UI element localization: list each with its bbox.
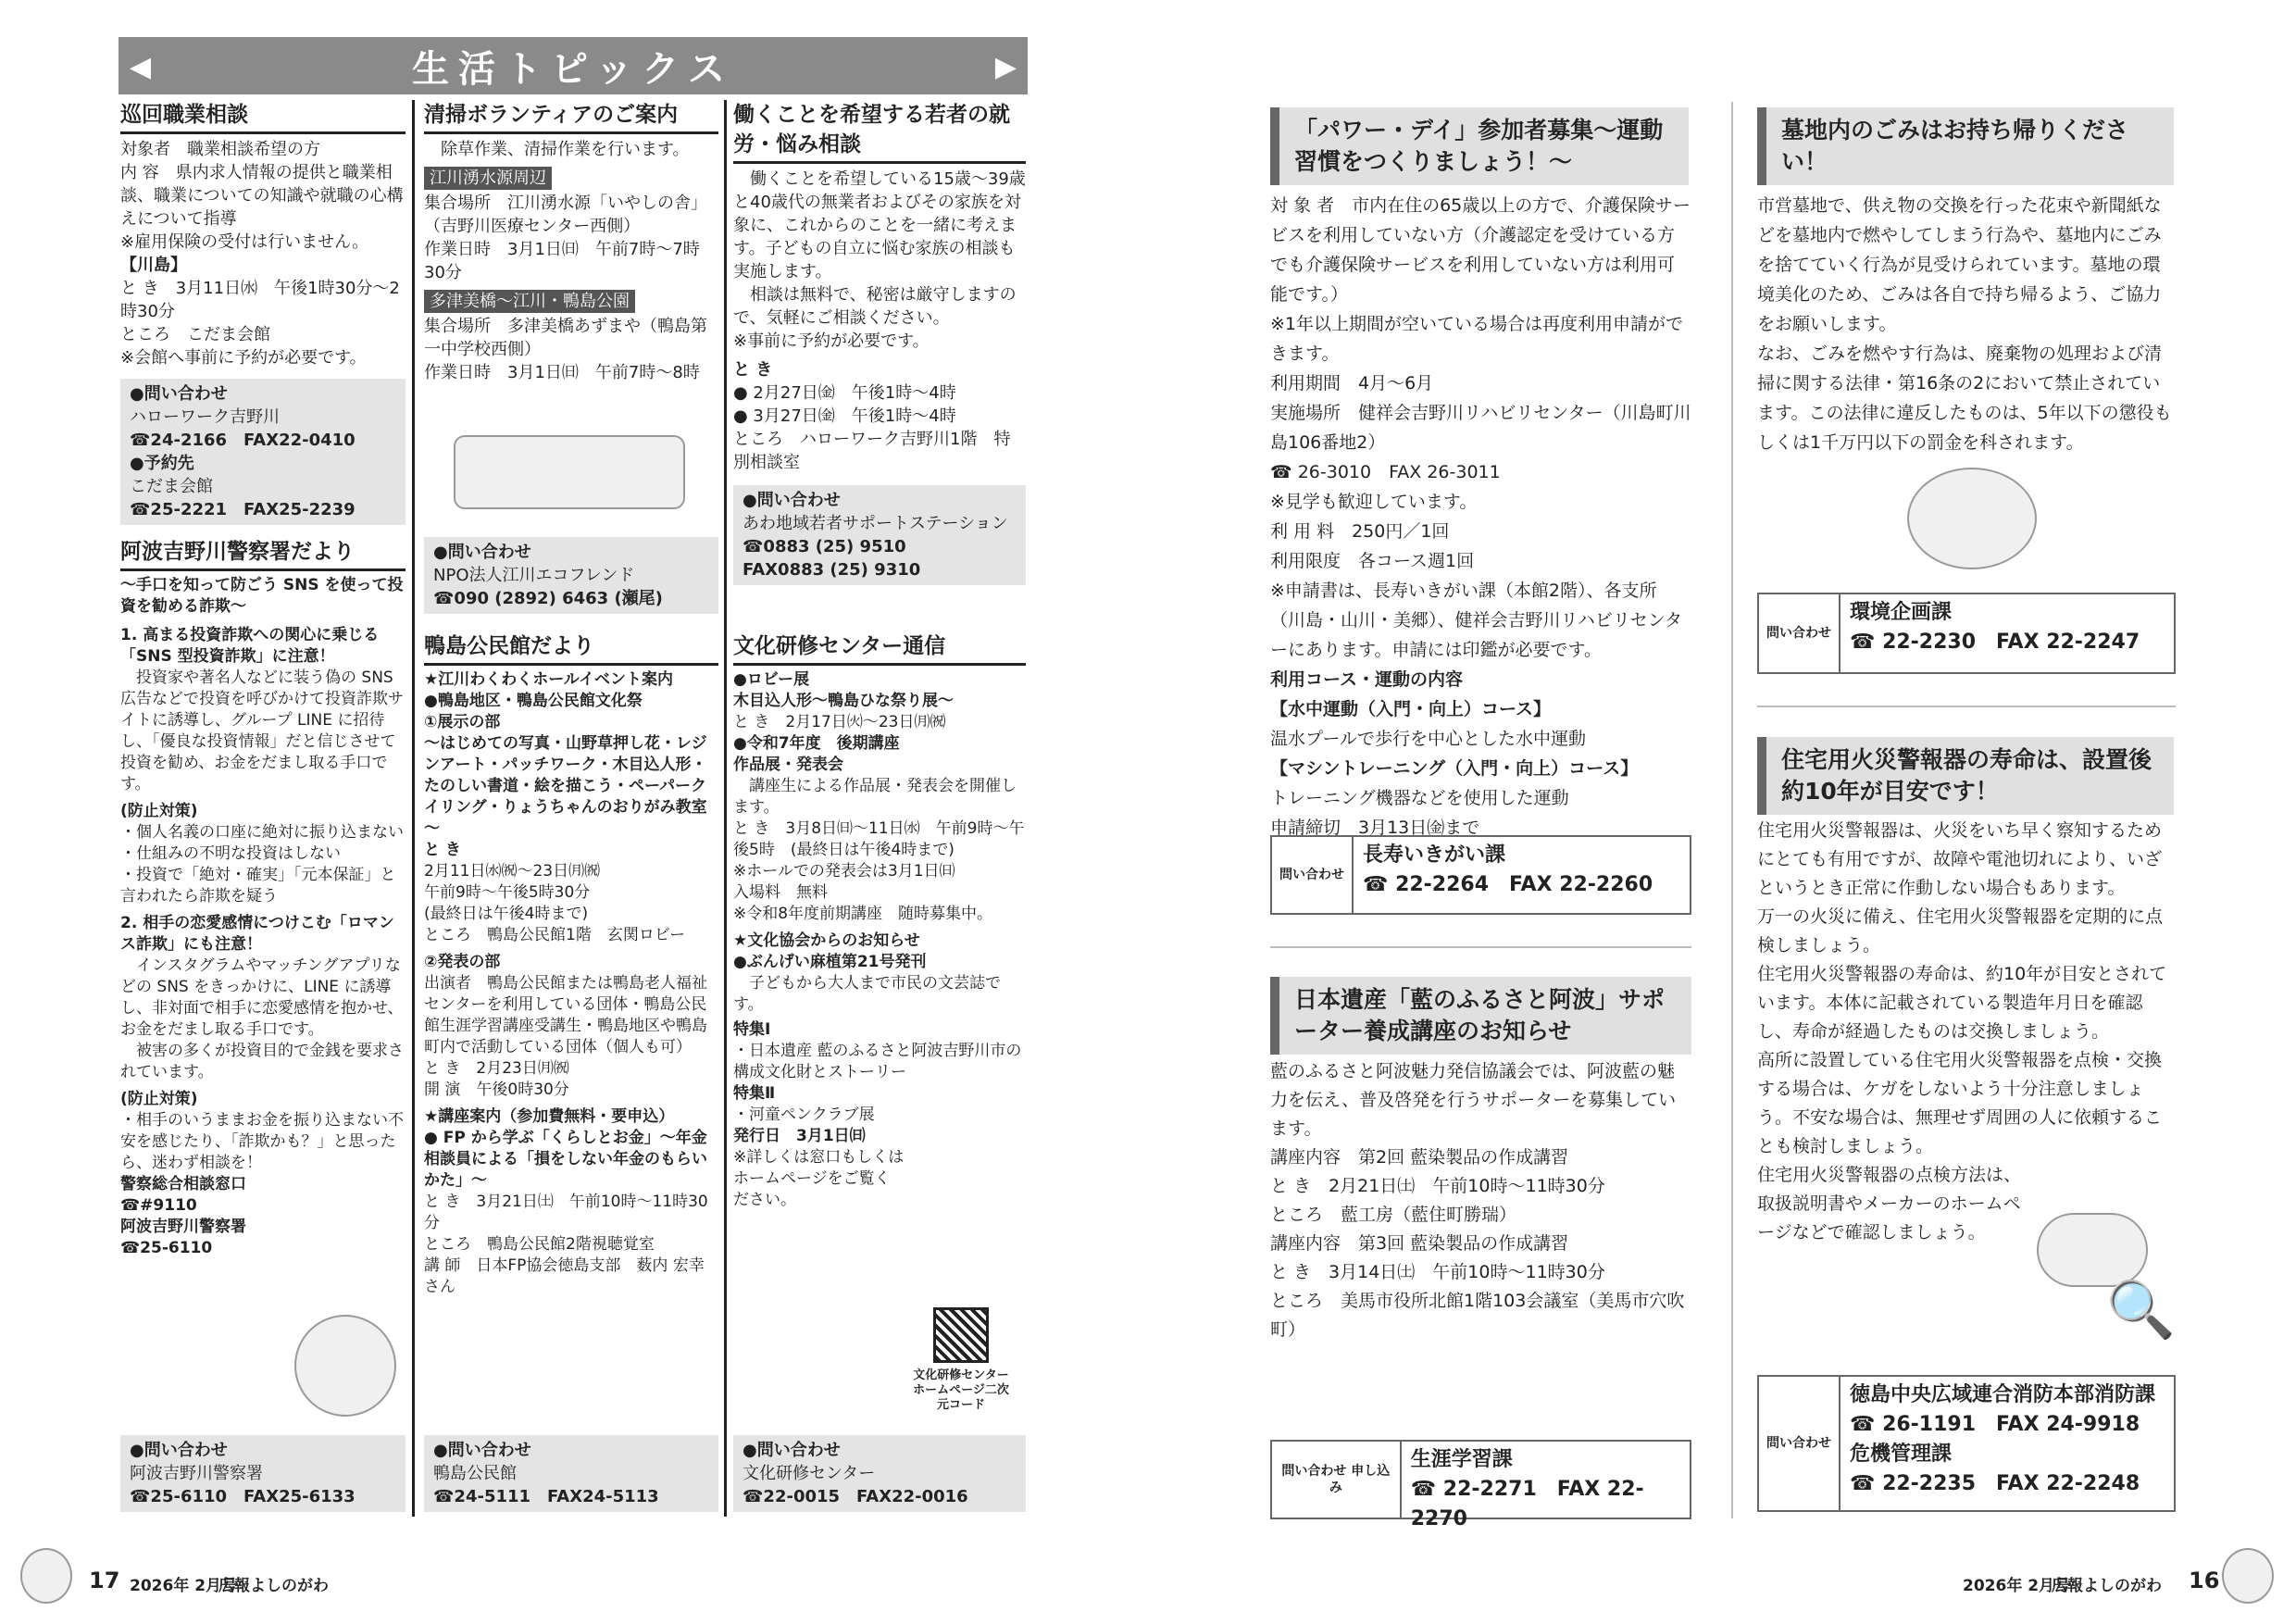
line: ・相手のいうままお金を振り込まない不安を感じたり、「詐欺かも？」と思ったら、迷わず相談を！ [120,1111,404,1172]
article-title: 阿波吉野川警察署だより [120,537,406,571]
line: ●令和7年度 後期講座 [733,734,900,753]
inquiry-box [1757,593,2176,674]
line: 子どもから大人まで市民の文芸誌です。 [733,974,1001,1014]
line: 実施場所 健祥会吉野川リハビリセンター（川島町川島106番地2） [1270,403,1691,453]
publication-name: 広報よしのがわ [2052,1577,2162,1595]
location-tag: 江川湧水源周辺 [424,167,552,190]
line: 2月11日㈬㈷～23日㈪㈷ [424,862,601,881]
article-power-day [1270,191,1691,843]
column-divider [412,100,415,1517]
line: 2. 相手の恋愛感情につけこむ「ロマンス詐欺」にも注意！ [120,914,394,954]
issue-date: 2026年 2月号 [1963,1577,2071,1595]
inquiry-line: FAX0883 (25) 9310 [742,560,921,580]
inquiry-box [733,1435,1026,1512]
line: ※事前に予約が必要です。 [733,331,930,351]
inquiry-line: ●問い合わせ [433,1441,531,1460]
line: ・日本遺産 藍のふるさと阿波吉野川市の構成文化財とストーリー [733,1042,1022,1081]
inquiry-line: ハローワーク吉野川 [130,407,280,427]
line: ● 2月27日㈮ 午後1時～4時 [733,383,956,403]
garbage-illustration [1907,468,2037,569]
line: ※申請書は、長寿いきがい課（本館2階）、各支所（川島・山川・美郷）、健祥会吉野川リハビリセンターにあります。申請には印鑑が必要です。 [1270,581,1682,660]
page-number: 17 [89,1568,120,1593]
column-divider [724,100,727,1517]
line: (防止対策) [120,1090,198,1108]
line: ※令和8年度前期講座 随時募集中。 [733,905,993,923]
subtitle: ～手口を知って防ごう SNS を使って投資を勧める詐欺～ [120,576,404,616]
line: 【水中運動（入門・向上）コース】 [1270,699,1552,719]
inquiry-box [733,485,1026,585]
line: ・河童ペンクラブ展 [733,1106,875,1124]
line: 発行日 3月1日㈰ [733,1127,866,1145]
line: 利 用 料 250円／1回 [1270,521,1450,542]
smoke-detector-illustration [2037,1213,2148,1287]
police-officer-illustration [294,1315,396,1417]
inquiry-line: ☎24-2166 FAX22-0410 [130,431,356,450]
line: 阿波吉野川警察署 [120,1218,246,1236]
line: ●鴨島地区・鴨島公民館文化祭 [424,692,643,710]
line: ・個人名義の口座に絶対に振り込まない [120,823,404,842]
article-community-center [424,631,718,1298]
article-title: 墓地内のごみはお持ち帰りください！ [1757,107,2174,185]
line: と き 2月17日㈫～23日㈪㈷ [733,713,946,731]
culture-center-inquiry [733,1435,1026,1512]
inquiry-line: ☎ 26-1191 FAX 24-9918 [1850,1413,2140,1436]
inquiry-line: ●予約先 [130,454,194,473]
inquiry-box [120,379,406,525]
inquiry-line: ●問い合わせ [433,543,531,562]
publication-name: 広報よしのがわ [218,1577,329,1595]
mascot-icon [20,1548,72,1604]
line: 対象者 職業相談希望の方 [120,140,320,159]
line: 利用限度 各コース週1回 [1270,551,1475,571]
inquiry-line: ●問い合わせ [130,384,228,404]
line: ところ ハローワーク吉野川1階 特別相談室 [733,430,1011,472]
inquiry-line: 徳島中央広域連合消防本部消防課 [1850,1383,2156,1406]
inquiry-line: ☎25-2221 FAX25-2239 [130,500,356,519]
line: (最終日は午後4時まで) [424,905,589,923]
line: 【川島】 [120,256,187,275]
article-culture-center [733,631,1026,1211]
inquiry-line: 長寿いきがい課 [1363,843,1506,867]
inquiry-line: ☎ 22-2271 FAX 22-2270 [1410,1478,1644,1530]
divider [1757,706,2176,707]
line: ・投資で「絶対・確実」「元本保証」と言われたら詐欺を疑う [120,866,396,906]
section-banner [119,37,1028,94]
line: 申請締切 3月13日㈮まで [1270,818,1480,838]
line: 対 象 者 市内在住の65歳以上の方で、介護保険サービスを利用していない方（介護認定を受けている方でも介護保険サービスを利用していない方は利用可能です。） [1270,195,1691,305]
article-title: 働くことを希望する若者の就労・悩み相談 [733,100,1026,164]
cleanup-inquiry [424,537,718,614]
article-cemetery [1757,191,2176,457]
line: ※ホールでの発表会は3月1日㈰ [733,862,955,881]
line: トレーニング機器などを使用した運動 [1270,788,1569,808]
line: 温水プールで歩行を中心とした水中運動 [1270,729,1587,749]
line: 講座内容 第2回 藍染製品の作成講習 [1270,1147,1569,1168]
line: ※雇用保険の受付は行いません。 [120,232,369,252]
inquiry-line: ☎24-5111 FAX24-5113 [433,1487,659,1506]
inquiry-line: 危機管理課 [1850,1443,1953,1466]
article-title: 文化研修センター通信 [733,631,1026,666]
article-title: 巡回職業相談 [120,100,406,134]
line: 午前9時～午後5時30分 [424,883,591,902]
line: 作業日時 3月1日㈰ 午前7時～7時30分 [424,240,700,282]
line: 相談は無料で、秘密は厳守しますので、気軽にご相談ください。 [733,285,1017,328]
inquiry-label: 問い合わせ [1759,1377,1841,1510]
inquiry-box [120,1435,406,1512]
banner-title: 生活トピックス [412,47,734,91]
line: 内 容 県内求人情報の提供と職業相談、職業についての知識や就職の心構えについて指導 [120,163,404,229]
line: ※詳しくは窓口もしくはホームページをご覧ください。 [733,1148,905,1209]
line: 住宅用火災警報器の点検方法は、取扱説明書やメーカーのホームページなどで確認しましょう。 [1757,1165,2022,1243]
line: 住宅用火災警報器は、火災をいち早く察知するためにとても有用ですが、故障や電池切れにより、いざというとき正常に作動しない場合もあります。 [1757,820,2163,898]
inquiry-line: ☎ 22-2235 FAX 22-2248 [1850,1472,2140,1495]
line: ★講座案内（参加費無料・要申込） [424,1107,675,1126]
intro: 除草作業、清掃作業を行います。 [441,140,690,159]
line: 集合場所 江川湧水源「いやしの舎」（吉野川医療センター西側） [424,194,707,236]
line: 作品展・発表会 [733,756,843,774]
page-number: 16 [2189,1568,2220,1593]
inquiry-label: 問い合わせ [1272,837,1354,913]
line: ● FP から学ぶ「くらしとお金」～年金相談員による「損をしない年金のもらいかた」～ [424,1129,707,1190]
inquiry-label: 問い合わせ [1759,594,1841,672]
line: 作業日時 3月1日㈰ 午前7時～8時 [424,363,700,382]
article-title: 鴨島公民館だより [424,631,718,666]
line: 木目込人形～鴨島ひな祭り展～ [733,692,954,710]
line: 特集Ⅱ [733,1084,776,1103]
line: と き 3月21日㈯ 午前10時～11時30分 [424,1193,708,1232]
line: 集合場所 多津美橋あずまや（鴨島第一中学校西側） [424,317,707,359]
article-title: 住宅用火災警報器の寿命は、設置後約10年が目安です！ [1757,737,2174,815]
inquiry-line: ●問い合わせ [742,1441,841,1460]
line: ●ぶんげい麻植第21号発刊 [733,953,927,971]
line: ☎ 26-3010 FAX 26-3011 [1270,462,1501,482]
inquiry-line: 環境企画課 [1850,601,1953,624]
volunteers-illustration [454,435,685,509]
inquiry-line: ☎22-0015 FAX22-0016 [742,1487,968,1506]
line: ★文化協会からのお知らせ [733,931,920,950]
line: 【マシントレーニング（入門・向上）コース】 [1270,758,1639,779]
line: と き 3月14日㈯ 午前10時～11時30分 [1270,1262,1605,1282]
line: 1. 高まる投資詐欺への関心に乗じる「SNS 型投資詐欺」に注意！ [120,626,380,666]
article-title: 清掃ボランティアのご案内 [424,100,718,134]
police-inquiry [120,1435,406,1512]
line: 利用コース・運動の内容 [1270,669,1464,690]
line: ※会館へ事前に予約が必要です。 [120,348,367,368]
article-title: 「パワー・デイ」参加者募集～運動習慣をつくりましょう！～ [1270,107,1689,185]
line: ②発表の部 [424,953,501,971]
magnifier-icon: 🔍 [2106,1278,2176,1343]
inquiry-line: ●問い合わせ [130,1441,228,1460]
inquiry-line: ☎25-6110 FAX25-6133 [130,1487,356,1506]
line: 万一の火災に備え、住宅用火災警報器を定期的に点検しましょう。 [1757,906,2164,956]
article-cleanup-volunteer [424,100,718,384]
qr-caption: 文化研修センターホームページ二次元コード [913,1368,1009,1412]
line: ※1年以上期間が空いている場合は再度利用申請ができます。 [1270,314,1684,364]
line: ●ロビー展 [733,670,810,689]
inquiry-line: 文化研修センター [742,1464,876,1483]
line: ・仕組みの不明な投資はしない [120,844,341,863]
line: 働くことを希望している15歳～39歳と40歳代の無業者およびその家族を対象に、これからのことを一緒に考えます。子どもの自立に悩む家族の相談も実施します。 [733,169,1026,281]
line: と き [733,360,773,380]
inquiry-line: NPO法人江川エコフレンド [433,566,635,585]
location-tag: 多津美橋～江川・鴨島公園 [424,290,635,313]
article-police [120,537,406,1259]
line: ～はじめての写真・山野草押し花・レジンアート・パッチワーク・木目込人形・たのしい書道・絵を描こう・ペーパークイリング・りょうちゃんのおりがみ教室～ [424,734,707,838]
line: 講座生による作品展・発表会を開催します。 [733,777,1017,817]
line: と き 3月8日㈰～11日㈬ 午前9時～午後5時 (最終日は午後4時まで) [733,819,1025,859]
inquiry-line: ☎090 (2892) 6463 (瀬尾) [433,589,663,608]
community-center-inquiry [424,1435,718,1512]
line: 藍のふるさと阿波魅力発信協議会では、阿波藍の魅力を伝え、普及啓発を行うサポーターを募集しています。 [1270,1061,1677,1139]
inquiry-line: 生涯学習課 [1410,1448,1513,1471]
inquiry-line: 阿波吉野川警察署 [130,1464,263,1483]
line: 市営墓地で、供え物の交換を行った花束や新聞紙などを墓地内で燃やしてしまう行為や、墓地内にごみを捨てていく行為が見受けられています。墓地の環境美化のため、ごみは各自で持ち帰るよう、ご協力をお願いします。 [1757,195,2162,334]
line: ☎25-6110 [120,1239,213,1257]
article-youth-support [733,100,1026,585]
inquiry-line: ☎ 22-2264 FAX 22-2260 [1363,873,1653,896]
line: (防止対策) [120,802,198,820]
inquiry-line: あわ地域若者サポートステーション [742,514,1008,533]
line: 高所に設置している住宅用火災警報器を点検・交換する場合は、ケガをしないよう十分注意しましょう。不安な場合は、無理せず周囲の人に依頼することも検討しましょう。 [1757,1050,2163,1156]
right-arrow-icon: ▶ [994,51,1017,83]
line: なお、ごみを燃やす行為は、廃棄物の処理および清掃に関する法律・第16条の2において禁止されています。この法律に違反したものは、5年以下の懲役もしくは1千万円以下の罰金を科されます。 [1757,344,2172,453]
line: ところ 美馬市役所北館1階103会議室（美馬市穴吹町） [1270,1291,1685,1340]
inquiry-box [1270,835,1691,915]
line: 特集Ⅰ [733,1020,771,1039]
line: ところ 鴨島公民館2階視聴覚室 [424,1235,655,1254]
inquiry-box [424,537,718,614]
inquiry-line: こだま会館 [130,477,213,496]
line: ところ 藍工房（藍住町勝瑞） [1270,1205,1517,1225]
article-title: 日本遺産「藍のふるさと阿波」サポーター養成講座のお知らせ [1270,977,1691,1055]
line: インスタグラムやマッチングアプリなどの SNS をきっかけに、LINE に誘導し、非対面で相手に恋愛感情を抱かせ、お金をだまし取る手口です。 [120,956,404,1039]
line: 投資家や著名人などに装う偽の SNS 広告などで投資を呼びかけて投資詐欺サイトに誘導し、グループ LINE に招待し、「優良な投資情報」だと信じさせて投資を勧め、お金をだまし取る手口です。 [120,668,404,793]
inquiry-box [1270,1440,1691,1530]
line: ● 3月27日㈮ 午後1時～4時 [733,406,956,426]
qr-code-icon [933,1307,989,1363]
line: と き 3月11日㈬ 午後1時30分～2時30分 [120,279,400,321]
inquiry-label: 問い合わせ 申し込み [1272,1442,1402,1518]
line: と き 2月23日㈪㈷ [424,1059,569,1078]
line: 住宅用火災警報器の寿命は、約10年が目安とされています。本体に記載されている製造年月日を確認し、寿命が経過したものは交換しましょう。 [1757,964,2167,1042]
line: 講座内容 第3回 藍染製品の作成講習 [1270,1233,1569,1254]
line: と き [424,841,461,859]
inquiry-box [424,1435,718,1512]
line: 警察総合相談窓口 [120,1175,246,1193]
inquiry-box [1757,1375,2176,1512]
inquiry-line: ●問い合わせ [742,491,841,510]
left-arrow-icon: ◀ [130,51,152,83]
mascot-icon [2222,1548,2274,1604]
article-indigo-supporter [1270,1057,1691,1344]
line: ところ 鴨島公民館1階 玄関ロビー [424,926,686,944]
column-divider [1731,102,1733,1518]
article-fire-alarm [1757,817,2176,1247]
inquiry-line: ☎0883 (25) 9510 [742,537,906,556]
issue-date: 2026年 2月号 [130,1577,238,1595]
line: 講 師 日本FP協会徳島支部 薮内 宏幸さん [424,1256,705,1296]
line: ※見学も歓迎しています。 [1270,492,1478,512]
line: 入場料 無料 [733,883,828,902]
line: 被害の多くが投資目的で金銭を要求されています。 [120,1042,404,1081]
line: ところ こだま会館 [120,325,270,344]
divider [1270,946,1691,948]
line: 出演者 鴨島公民館または鴨島老人福祉センターを利用している団体・鴨島公民館生涯学習講座受講生・鴨島地区や鴨島町内で活動している団体（個人も可） [424,974,707,1056]
inquiry-line: ☎ 22-2230 FAX 22-2247 [1850,631,2140,654]
line: ☎#9110 [120,1196,197,1215]
line: ★江川わくわくホールイベント案内 [424,670,674,689]
inquiry-line: 鴨島公民館 [433,1464,517,1483]
line: と き 2月21日㈯ 午前10時～11時30分 [1270,1176,1605,1196]
line: 開 演 午後0時30分 [424,1081,569,1099]
line: ①展示の部 [424,713,501,731]
line: 利用期間 4月～6月 [1270,373,1434,394]
article-job-consultation [120,100,406,525]
